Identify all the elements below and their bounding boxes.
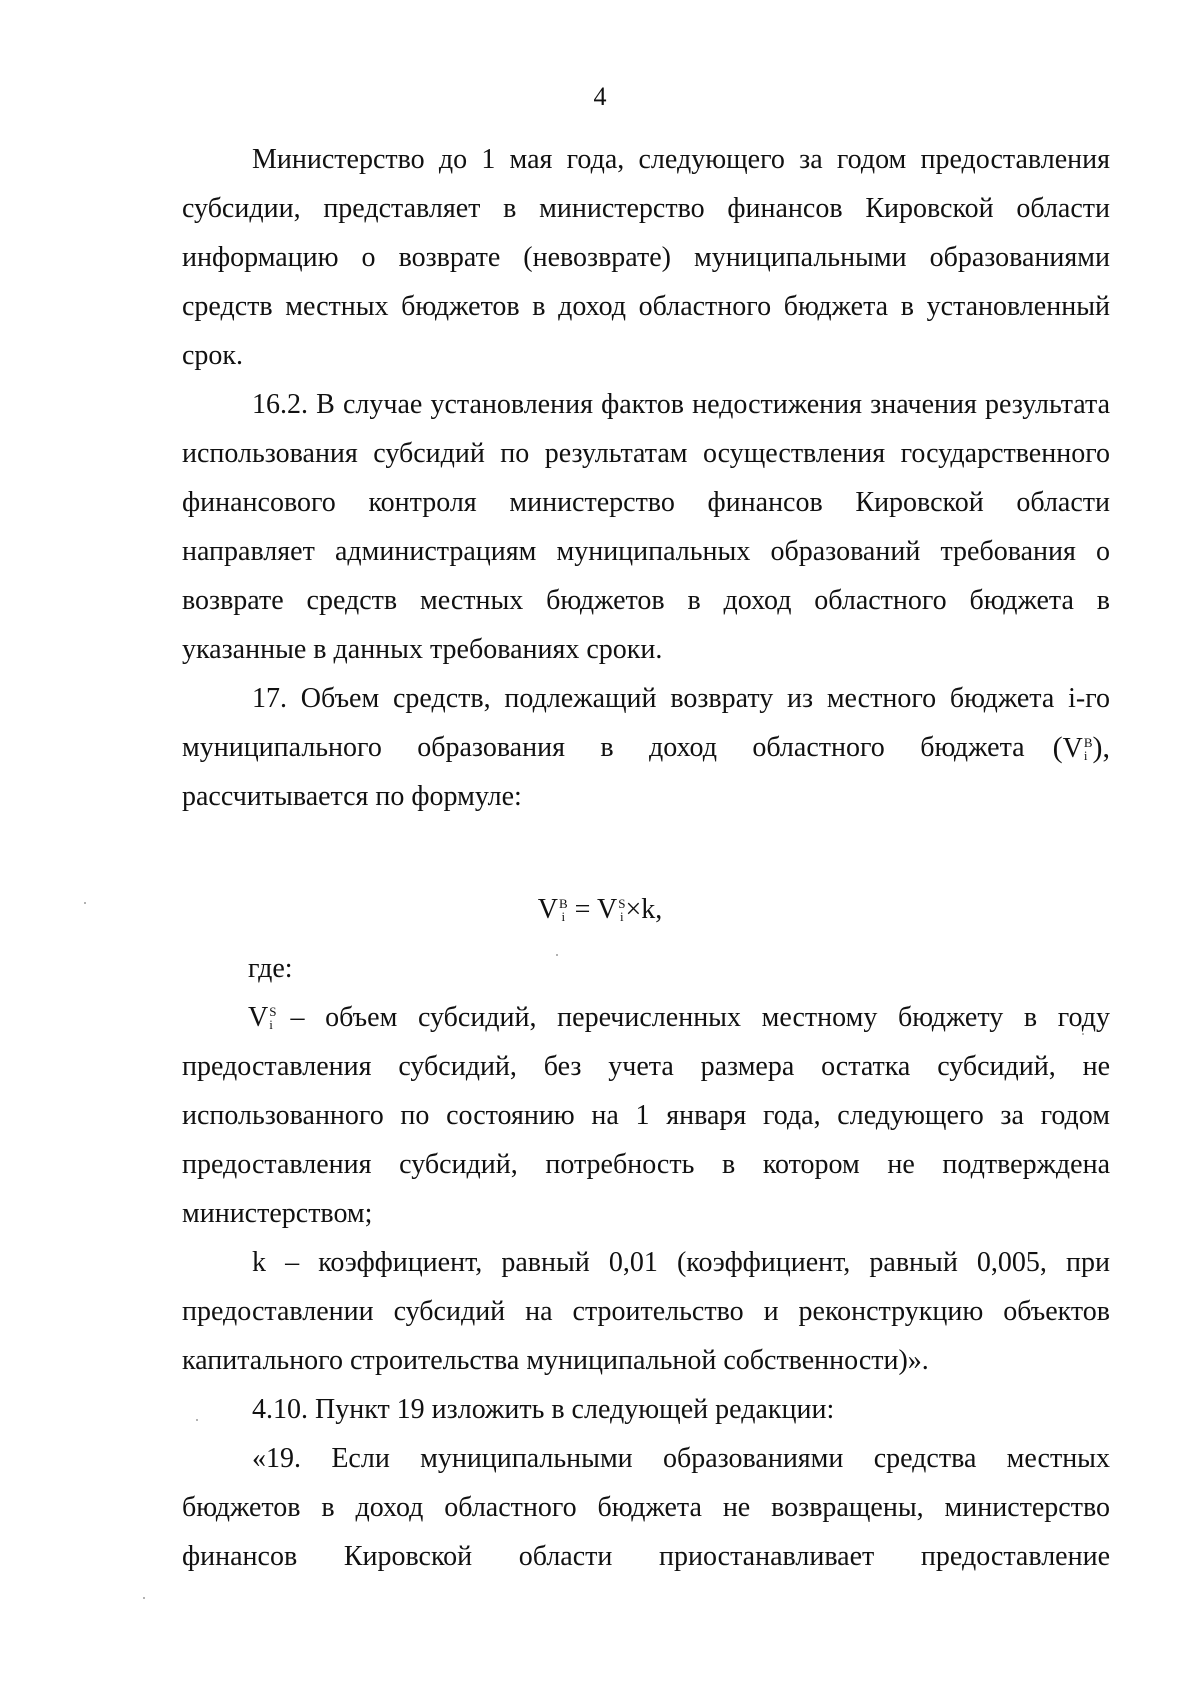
text-line: муниципального образования в доход областного бюджета [182,732,1025,763]
text-line: направляет администрациям муниципальных образований требования о [182,536,1110,567]
formula: V B i = V S i ×k, [537,894,663,925]
scan-speck [143,1597,145,1599]
text-line: 17. Объем средств, подлежащий возврату из местного бюджета i-го [252,683,1110,714]
text-line: – объем субсидий, перечисленных местному бюджету в году [290,1002,1110,1033]
text-line: «19. Если муниципальными образованиями средства местных [252,1443,1110,1474]
text-line: средств местных бюджетов в доход областного бюджета в установленный [182,291,1110,322]
text-line: рассчитывается по формуле: [182,781,522,812]
text-line: капитального строительства муниципальной собственности)». [182,1345,929,1376]
text-line: министерством; [182,1198,373,1229]
text-line-with-symbol [182,723,1110,772]
definition-symbol: V S i [248,1002,277,1033]
text-line: указанные в данных требованиях сроки. [182,634,663,665]
text-line: финансового контроля министерство финансов Кировской области [182,487,1110,518]
scan-speck [84,902,86,904]
text-line: использованного по состоянию на 1 января года, следующего за годом [182,1100,1110,1131]
text-line: 16.2. В случае установления фактов недостижения значения результата [252,389,1110,420]
text-line: предоставления субсидий, без учета размера остатка субсидий, не [182,1051,1110,1082]
text-line: использования субсидий по результатам осуществления государственного [182,438,1110,469]
inline-formula-symbol: (V B i ), [1052,731,1110,764]
text-line: 4.10. Пункт 19 изложить в следующей редакции: [252,1394,835,1425]
scan-speck [196,1419,198,1421]
scan-speck [556,954,558,956]
scan-speck [1082,1033,1084,1035]
text-line: предоставления субсидий, потребность в котором не подтверждена [182,1149,1110,1180]
definition-line [248,993,1110,1042]
text-line: предоставлении субсидий на строительство и реконструкцию объектов [182,1296,1110,1327]
page-number: 4 [593,82,607,111]
text-line: k – коэффициент, равный 0,01 (коэффициент, равный 0,005, при [252,1247,1110,1278]
text-line: бюджетов в доход областного бюджета не возвращены, министерство [182,1492,1110,1523]
text-line: информацию о возврате (невозврате) муниципальными образованиями [182,242,1110,273]
text-line: Министерство до 1 мая года, следующего за годом предоставления [252,144,1110,175]
text-line: финансов Кировской области приостанавливает предоставление [182,1541,1110,1572]
text-line: возврате средств местных бюджетов в доход областного бюджета в [182,585,1110,616]
text-line: субсидии, представляет в министерство финансов Кировской области [182,193,1110,224]
text-line: срок. [182,340,244,371]
text-line: где: [248,953,293,984]
